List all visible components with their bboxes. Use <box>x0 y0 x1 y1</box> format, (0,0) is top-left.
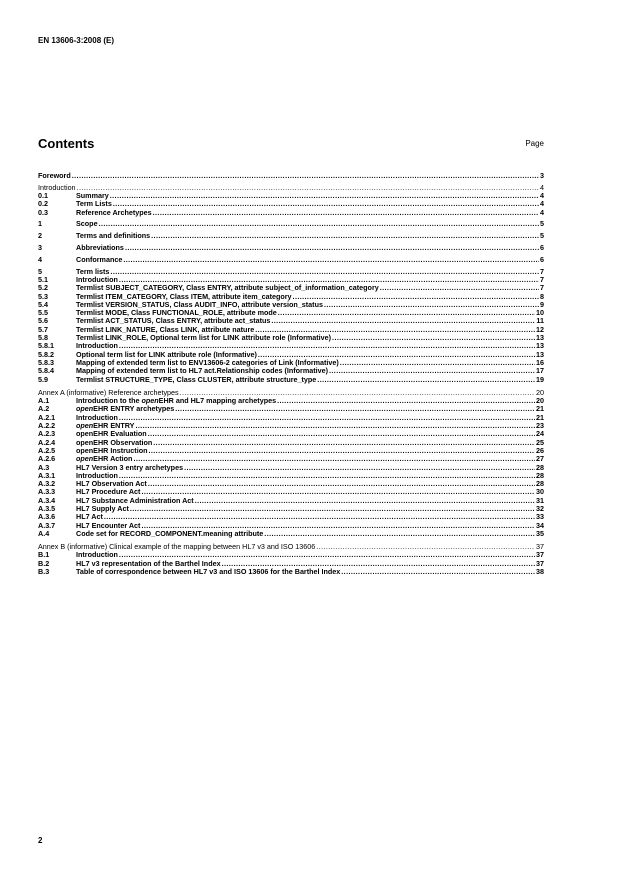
table-of-contents <box>38 172 544 576</box>
toc-entry-number: 1 <box>38 219 42 229</box>
toc-entry-page: 13 <box>536 349 544 359</box>
toc-dot-leader <box>341 568 535 576</box>
toc-dot-leader <box>317 376 535 384</box>
toc-entry-label: Introduction <box>38 182 76 192</box>
toc-dot-leader <box>133 455 535 463</box>
toc-dot-leader <box>264 530 535 538</box>
toc-dot-leader <box>130 505 535 513</box>
toc-entry-number: 0.3 <box>38 207 48 217</box>
toc-dot-leader <box>113 200 539 208</box>
toc-entry-page: 17 <box>536 366 544 376</box>
toc-entry-number: 3 <box>38 243 42 253</box>
toc-entry-number: 5.9 <box>38 374 48 384</box>
toc-dot-leader <box>340 359 535 367</box>
toc-entry-label: Termlist ACT_STATUS, Class ENTRY, attribute act_status <box>76 316 271 326</box>
toc-dot-leader <box>332 334 535 342</box>
toc-dot-leader <box>153 439 535 447</box>
toc-entry-label: Annex B (informative) Clinical example of the mapping between HL7 v3 and ISO 13606 <box>38 542 316 552</box>
toc-entry-page: 32 <box>536 503 544 513</box>
toc-entry-label: HL7 Observation Act <box>76 479 147 489</box>
toc-entry-page: 28 <box>536 462 544 472</box>
toc-entry-number: A.3.2 <box>38 479 56 489</box>
toc-entry[interactable] <box>38 220 544 228</box>
toc-entry-number: A.3.4 <box>38 495 56 505</box>
toc-entry-page: 9 <box>540 299 544 309</box>
toc-entry-number: 5.6 <box>38 316 48 326</box>
toc-entry-number: A.2.4 <box>38 437 56 447</box>
toc-entry-label: Scope <box>76 219 98 229</box>
toc-entry[interactable] <box>38 232 544 240</box>
toc-dot-leader <box>316 543 535 551</box>
toc-dot-leader <box>324 301 539 309</box>
toc-entry-label: openEHR ENTRY <box>76 421 135 431</box>
toc-entry-label: Introduction <box>76 412 118 422</box>
toc-entry-page: 25 <box>536 437 544 447</box>
toc-entry-page: 4 <box>540 199 544 209</box>
toc-entry-page: 31 <box>536 495 544 505</box>
toc-entry-page: 12 <box>536 324 544 334</box>
toc-entry-page: 28 <box>536 479 544 489</box>
toc-entry-page: 21 <box>536 412 544 422</box>
toc-entry-page: 27 <box>536 454 544 464</box>
toc-dot-leader <box>72 172 539 180</box>
toc-entry[interactable] <box>38 172 544 180</box>
toc-entry-page: 4 <box>540 191 544 201</box>
toc-dot-leader <box>135 422 535 430</box>
toc-entry-number: 5.4 <box>38 299 48 309</box>
toc-entry-page: 20 <box>536 387 544 397</box>
toc-dot-leader <box>153 209 539 217</box>
toc-entry-page: 28 <box>536 470 544 480</box>
toc-entry-number: A.2.3 <box>38 429 56 439</box>
toc-entry-label: Termlist ITEM_CATEGORY, Class ITEM, attribute item_category <box>76 291 292 301</box>
toc-entry-label: Introduction <box>76 274 118 284</box>
toc-dot-leader <box>184 464 535 472</box>
toc-entry-label: Introduction <box>76 470 118 480</box>
toc-entry-label: Foreword <box>38 171 71 180</box>
toc-entry-label: Optional term list for LINK attribute role (Informative) <box>76 349 257 359</box>
toc-entry-label: Introduction <box>76 550 118 560</box>
toc-entry-label: Mapping of extended term list to ENV13606-2 categories of Link (Informative) <box>76 357 339 367</box>
toc-dot-leader <box>271 317 535 325</box>
toc-entry-page: 11 <box>536 316 544 326</box>
toc-entry-page: 3 <box>540 171 544 180</box>
toc-entry-page: 37 <box>536 558 544 568</box>
toc-dot-leader <box>110 268 539 276</box>
toc-dot-leader <box>151 232 539 240</box>
toc-entry-label: HL7 Version 3 entry archetypes <box>76 462 184 472</box>
toc-entry-number: 5.2 <box>38 283 48 293</box>
toc-entry-number: B.3 <box>38 567 50 577</box>
toc-entry-label: Introduction to the openEHR and HL7 mapping archetypes <box>76 396 277 406</box>
toc-entry[interactable] <box>38 209 544 217</box>
toc-entry-label: openEHR Observation <box>76 437 153 447</box>
toc-dot-leader <box>110 192 539 200</box>
toc-dot-leader <box>141 488 535 496</box>
toc-entry[interactable] <box>38 568 544 576</box>
toc-entry-page: 23 <box>536 421 544 431</box>
toc-entry-label: Summary <box>76 191 109 201</box>
toc-dot-leader <box>175 405 535 413</box>
toc-entry-label: Termlist STRUCTURE_TYPE, Class CLUSTER, attribute structure_type <box>76 374 317 384</box>
toc-entry-label: Termlist SUBJECT_CATEGORY, Class ENTRY, attribute subject_of_information_category <box>76 283 379 293</box>
toc-entry-page: 30 <box>536 487 544 497</box>
toc-entry-page: 20 <box>536 396 544 406</box>
toc-dot-leader <box>119 414 535 422</box>
toc-dot-leader <box>329 367 535 375</box>
toc-entry-page: 35 <box>536 528 544 538</box>
toc-entry[interactable] <box>38 505 544 513</box>
toc-entry-label: Introduction <box>76 341 118 351</box>
toc-entry-number: 2 <box>38 231 42 241</box>
footer-page-number: 2 <box>38 836 43 845</box>
toc-entry-label: HL7 Encounter Act <box>76 520 141 530</box>
toc-entry-label: openEHR ENTRY archetypes <box>76 404 175 414</box>
toc-entry-label: Code set for RECORD_COMPONENT.meaning attribute <box>76 528 264 538</box>
toc-entry-page: 38 <box>536 567 544 577</box>
toc-entry-page: 26 <box>536 445 544 455</box>
toc-entry-number: A.3.1 <box>38 470 56 480</box>
toc-entry-number: A.3.3 <box>38 487 56 497</box>
toc-entry-page: 6 <box>540 254 544 264</box>
toc-entry-number: A.2.5 <box>38 445 56 455</box>
toc-entry-page: 24 <box>536 429 544 439</box>
toc-entry-label: Termlist LINK_NATURE, Class LINK, attribute nature <box>76 324 255 334</box>
toc-entry-label: Mapping of extended term list to HL7 act.Relationship codes (Informative) <box>76 366 328 376</box>
toc-entry-label: HL7 Substance Administration Act <box>76 495 194 505</box>
toc-dot-leader <box>99 220 539 228</box>
toc-entry-label: Terms and definitions <box>76 231 151 241</box>
toc-dot-leader <box>104 513 535 521</box>
toc-entry-label: Term Lists <box>76 199 112 209</box>
toc-entry-number: A.3.5 <box>38 503 56 513</box>
toc-dot-leader <box>380 284 539 292</box>
toc-entry-number: 5.5 <box>38 308 48 318</box>
toc-entry-page: 16 <box>536 357 544 367</box>
toc-entry-page: 7 <box>540 266 544 276</box>
toc-entry-label: Table of correspondence between HL7 v3 and ISO 13606 for the Barthel Index <box>76 567 341 577</box>
toc-dot-leader <box>277 397 535 405</box>
toc-entry-label: openEHR Action <box>76 454 133 464</box>
toc-entry-page: 5 <box>540 219 544 229</box>
toc-entry-label: Term lists <box>76 266 110 276</box>
toc-entry-number: 0.1 <box>38 191 48 201</box>
toc-dot-leader <box>148 480 535 488</box>
document-id: EN 13606-3:2008 (E) <box>38 36 115 45</box>
toc-entry-number: A.1 <box>38 396 50 406</box>
toc-entry-page: 34 <box>536 520 544 530</box>
toc-entry-page: 7 <box>540 283 544 293</box>
toc-entry-number: A.2.2 <box>38 421 56 431</box>
toc-entry-number: 5.8.3 <box>38 357 54 367</box>
toc-entry-label: Termlist VERSION_STATUS, Class AUDIT_INFO, attribute version_status <box>76 299 323 309</box>
toc-entry-label: Reference Archetypes <box>76 207 152 217</box>
toc-dot-leader <box>77 184 539 192</box>
toc-entry-number: 5.8.2 <box>38 349 54 359</box>
toc-entry-page: 4 <box>540 207 544 217</box>
toc-entry-page: 21 <box>536 404 544 414</box>
page-title: Contents <box>38 136 95 151</box>
toc-dot-leader <box>125 244 539 252</box>
page-column-label: Page <box>525 139 544 148</box>
toc-entry-number: 5.1 <box>38 274 48 284</box>
toc-entry-label: HL7 Supply Act <box>76 503 129 513</box>
toc-entry-number: A.3.6 <box>38 512 56 522</box>
toc-entry[interactable] <box>38 192 544 200</box>
toc-entry-page: 13 <box>536 333 544 343</box>
toc-entry[interactable] <box>38 256 544 264</box>
toc-entry-number: 5.8.4 <box>38 366 54 376</box>
toc-entry-page: 13 <box>536 341 544 351</box>
toc-entry-page: 6 <box>540 243 544 253</box>
toc-entry-number: A.2.6 <box>38 454 56 464</box>
toc-entry-number: A.4 <box>38 528 50 538</box>
toc-entry-label: Annex A (informative) Reference archetypes <box>38 387 179 397</box>
toc-entry-label: HL7 Procedure Act <box>76 487 141 497</box>
toc-entry-number: 5.8 <box>38 333 48 343</box>
toc-dot-leader <box>293 293 539 301</box>
toc-dot-leader <box>148 447 535 455</box>
toc-dot-leader <box>195 497 535 505</box>
toc-entry-number: B.1 <box>38 550 50 560</box>
toc-entry[interactable] <box>38 184 544 192</box>
toc-entry-number: A.3 <box>38 462 50 472</box>
toc-dot-leader <box>278 309 535 317</box>
toc-entry-page: 37 <box>536 550 544 560</box>
toc-entry-number: 5 <box>38 266 42 276</box>
toc-entry-number: A.3.7 <box>38 520 56 530</box>
toc-entry-label: Termlist LINK_ROLE, Optional term list for LINK attribute role (Informative) <box>76 333 332 343</box>
toc-entry-page: 5 <box>540 231 544 241</box>
toc-entry-page: 33 <box>536 512 544 522</box>
toc-entry-page: 7 <box>540 274 544 284</box>
toc-entry-page: 8 <box>540 291 544 301</box>
toc-dot-leader <box>148 430 535 438</box>
toc-entry-page: 19 <box>536 374 544 384</box>
toc-dot-leader <box>123 256 539 264</box>
toc-entry-label: Abbreviations <box>76 243 124 253</box>
toc-entry[interactable] <box>38 376 544 384</box>
toc-entry-page: 4 <box>540 182 544 192</box>
toc-entry[interactable] <box>38 244 544 252</box>
toc-entry-number: 5.7 <box>38 324 48 334</box>
toc-dot-leader <box>119 472 535 480</box>
toc-entry-page: 37 <box>536 542 544 552</box>
toc-entry-number: B.2 <box>38 558 50 568</box>
toc-entry-label: Termlist MODE, Class FUNCTIONAL_ROLE, attribute mode <box>76 308 277 318</box>
toc-entry-number: 5.3 <box>38 291 48 301</box>
toc-entry[interactable] <box>38 530 544 538</box>
toc-entry-label: openEHR Instruction <box>76 445 148 455</box>
toc-entry-number: 4 <box>38 254 42 264</box>
toc-entry-label: openEHR Evaluation <box>76 429 147 439</box>
toc-entry-label: HL7 Act <box>76 512 103 522</box>
toc-entry-label: Conformance <box>76 254 123 264</box>
toc-entry-number: A.2 <box>38 404 50 414</box>
toc-entry-label: HL7 v3 representation of the Barthel Index <box>76 558 221 568</box>
toc-entry-number: 0.2 <box>38 199 48 209</box>
toc-entry-number: A.2.1 <box>38 412 56 422</box>
toc-entry-number: 5.8.1 <box>38 341 54 351</box>
toc-entry-page: 10 <box>536 308 544 318</box>
